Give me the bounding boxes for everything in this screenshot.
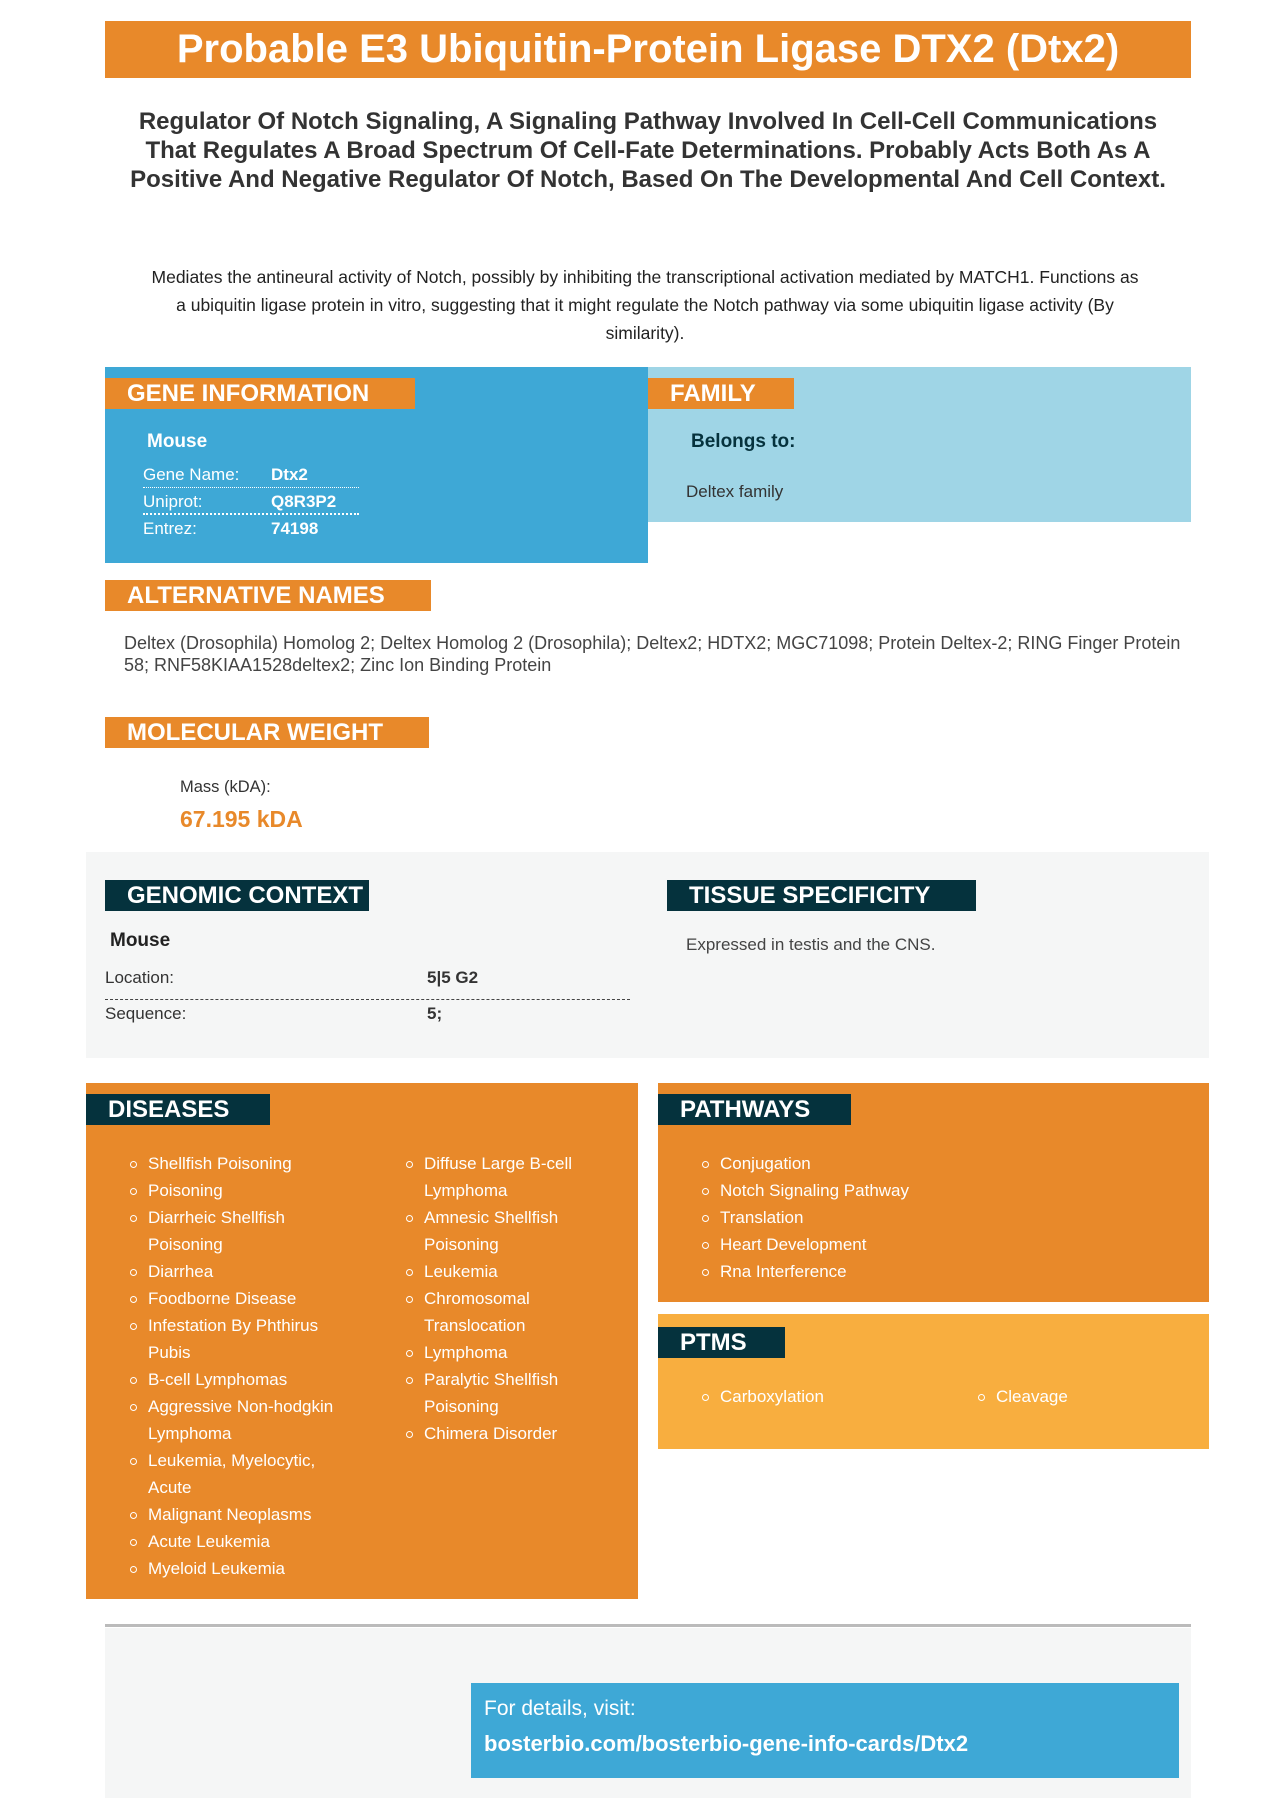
gene-name-row: Gene Name: Dtx2 [143, 461, 359, 488]
diseases-list-col1 [128, 1150, 338, 1582]
tissue-text: Expressed in testis and the CNS. [686, 935, 936, 954]
alternative-names-text: Deltex (Drosophila) Homolog 2; Deltex Homolog 2 (Drosophila); Deltex2; HDTX2; MGC71098; Protein Deltex-2; RING Finger Protein 58; RNF58KIAA1528deltex2; Zinc Ion Binding Protein [124, 633, 1181, 675]
diseases-header: DISEASES [86, 1094, 270, 1125]
genomic-context-header: GENOMIC CONTEXT [105, 880, 369, 911]
disease-item: Chimera Disorder [404, 1420, 604, 1447]
disease-item: Diarrhea [128, 1258, 338, 1285]
disease-item: Amnesic Shellfish Poisoning [404, 1204, 604, 1258]
tissue-specificity-header: TISSUE SPECIFICITY [667, 880, 976, 911]
mass-label: Mass (kDA): [180, 778, 271, 796]
details-link[interactable]: bosterbio.com/bosterbio-gene-info-cards/Dtx2 [484, 1731, 969, 1756]
ptms-panel [658, 1314, 1209, 1449]
protein-description: Mediates the antineural activity of Notch, possibly by inhibiting the transcriptional activation mediated by MATCH1. Functions as a ubiquitin ligase protein in vitro, suggesting that it might regulate the Notch pathway via some ubiquitin ligase activity (By similarity). [151, 267, 1139, 343]
alternative-names-header: ALTERNATIVE NAMES [105, 580, 431, 611]
disease-item: Shellfish Poisoning [128, 1150, 338, 1177]
genomic-species: Mouse [110, 930, 171, 951]
pathway-item: Conjugation [700, 1150, 1100, 1177]
ptms-list-col2 [976, 1383, 1068, 1410]
diseases-list-col2 [404, 1150, 604, 1447]
disease-item: Leukemia [404, 1258, 604, 1285]
pathway-item: Notch Signaling Pathway [700, 1177, 1100, 1204]
pathway-item: Heart Development [700, 1231, 1100, 1258]
details-box [471, 1683, 1179, 1778]
belongs-to-label: Belongs to: [691, 431, 796, 452]
disease-item: Paralytic Shellfish Poisoning [404, 1366, 604, 1420]
footer-divider [105, 1624, 1191, 1627]
mass-value: 67.195 kDA [180, 806, 303, 832]
ptm-item: Carboxylation [700, 1383, 824, 1410]
uniprot-row: Uniprot: Q8R3P2 [143, 488, 359, 515]
location-row: Location: 5|5 G2 [105, 968, 630, 1000]
disease-item: Diarrheic Shellfish Poisoning [128, 1204, 338, 1258]
pathways-header: PATHWAYS [658, 1094, 851, 1125]
disease-item: B-cell Lymphomas [128, 1366, 338, 1393]
gene-information-header: GENE INFORMATION [105, 378, 415, 409]
ptm-item: Cleavage [976, 1383, 1068, 1410]
protein-summary: Regulator Of Notch Signaling, A Signaling Pathway Involved In Cell-Cell Communications That Regulates A Broad Spectrum Of Cell-Fate Determinations. Probably Acts Both As A Positive And Negative Regulator Of Notch, Based On The Developmental And Cell Context. [130, 108, 1166, 193]
pathway-item: Rna Interference [700, 1258, 1100, 1285]
disease-item: Malignant Neoplasms [128, 1501, 338, 1528]
pathways-panel [658, 1083, 1209, 1302]
sequence-row: Sequence: 5; [105, 1004, 443, 1023]
disease-item: Foodborne Disease [128, 1285, 338, 1312]
disease-item: Leukemia, Myelocytic, Acute [128, 1447, 338, 1501]
page-title: Probable E3 Ubiquitin-Protein Ligase DTX2 (Dtx2) [105, 21, 1191, 78]
molecular-weight-header: MOLECULAR WEIGHT [105, 717, 429, 748]
disease-item: Infestation By Phthirus Pubis [128, 1312, 338, 1366]
gene-species: Mouse [147, 431, 208, 452]
family-header: FAMILY [648, 378, 794, 409]
disease-item: Aggressive Non-hodgkin Lymphoma [128, 1393, 338, 1447]
ptms-header: PTMS [658, 1327, 785, 1358]
disease-item: Myeloid Leukemia [128, 1555, 338, 1582]
disease-item: Acute Leukemia [128, 1528, 338, 1555]
disease-item: Poisoning [128, 1177, 338, 1204]
disease-item: Lymphoma [404, 1339, 604, 1366]
details-label: For details, visit: [484, 1697, 636, 1720]
pathway-item: Translation [700, 1204, 1100, 1231]
genomic-tissue-panel [86, 852, 1209, 1058]
disease-item: Chromosomal Translocation [404, 1285, 604, 1339]
family-value: Deltex family [686, 482, 784, 501]
diseases-panel [86, 1083, 638, 1599]
family-panel [648, 367, 1191, 522]
ptms-list-col1 [700, 1383, 824, 1410]
entrez-row: Entrez: 74198 [143, 519, 319, 538]
disease-item: Diffuse Large B-cell Lymphoma [404, 1150, 604, 1204]
gene-information-panel [105, 367, 648, 563]
pathways-list [700, 1150, 1100, 1285]
